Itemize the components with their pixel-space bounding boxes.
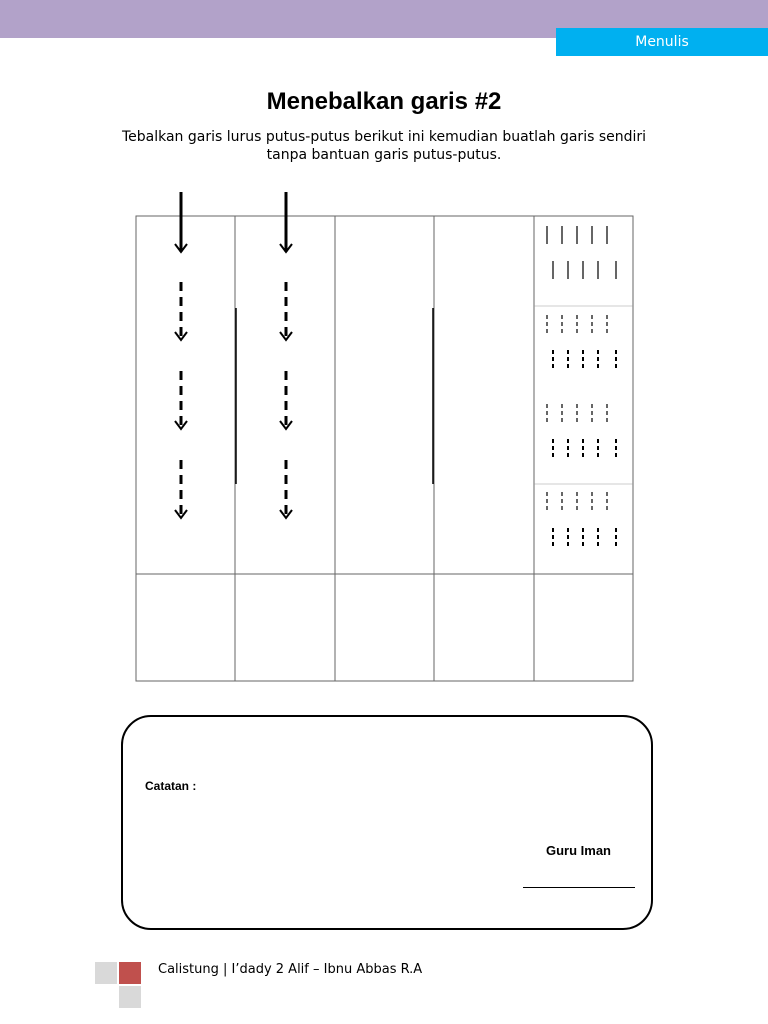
footer-square-gray <box>95 962 117 984</box>
section-tab: Menulis <box>556 28 768 56</box>
notes-box <box>121 715 653 930</box>
teacher-name: Guru Iman <box>545 843 611 858</box>
signature-line <box>523 887 635 888</box>
footer-square-gray <box>119 986 141 1008</box>
instruction-text: Tebalkan garis lurus putus-putus berikut ini kemudian buatlah garis sendiri tanpa bantuan garis putus-putus. <box>121 129 647 163</box>
small-dashed-strokes <box>547 315 607 510</box>
footer-square-red <box>119 962 141 984</box>
footer-text: Calistung | I’dady 2 Alif – Ibnu Abbas R.A <box>158 962 423 977</box>
page-title: Menebalkan garis #2 <box>266 88 502 115</box>
table-outline <box>136 216 633 681</box>
notes-label: Catatan : <box>145 779 197 793</box>
small-solid-strokes <box>547 226 616 279</box>
small-dashed-strokes-bold <box>553 350 616 546</box>
